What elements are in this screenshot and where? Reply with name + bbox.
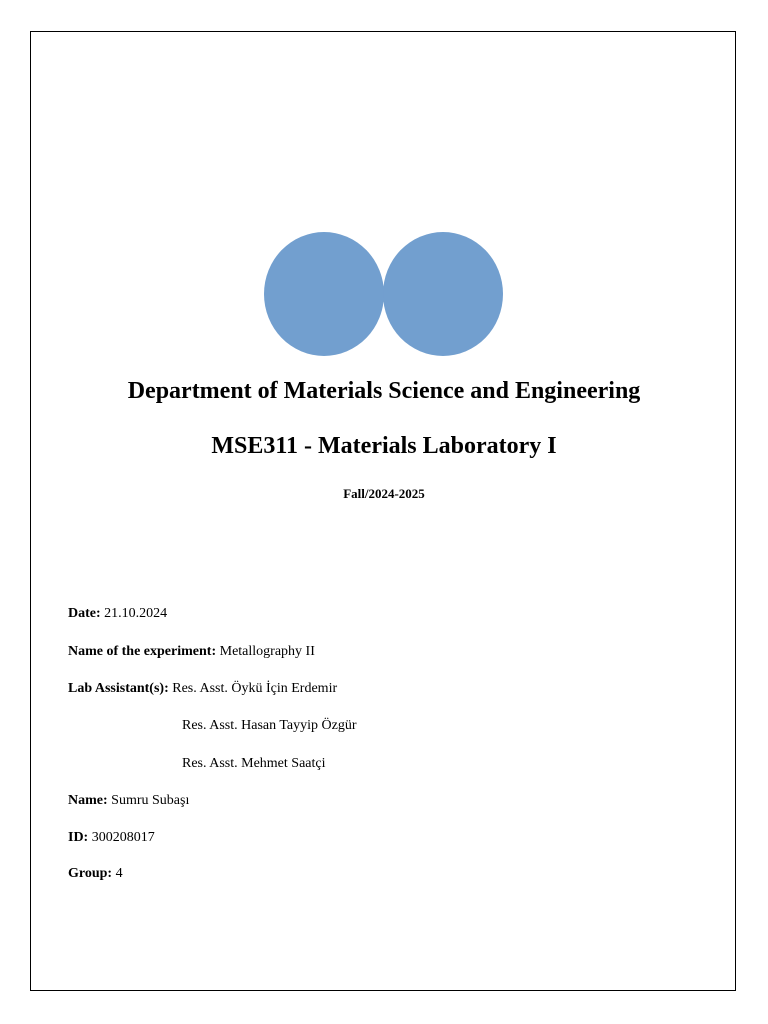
course-title: MSE311 - Materials Laboratory I xyxy=(211,433,557,459)
id-line xyxy=(68,829,155,847)
name-line xyxy=(68,792,189,810)
assistant-line xyxy=(182,717,357,735)
assistant-name: Res. Asst. Hasan Tayyip Özgür xyxy=(182,718,357,733)
experiment-label: Name of the experiment: xyxy=(68,644,217,659)
id-label: ID: xyxy=(68,830,89,845)
logo-circle-left xyxy=(264,232,384,356)
date-line xyxy=(68,605,167,623)
group-label: Group: xyxy=(68,866,113,881)
assistant-name: Res. Asst. Mehmet Saatçi xyxy=(182,756,326,771)
assistant-name: Res. Asst. Öykü İçin Erdemir xyxy=(172,681,338,696)
group-line xyxy=(68,865,123,883)
name-label: Name: xyxy=(68,793,108,808)
group-value: 4 xyxy=(115,866,123,881)
assistant-line xyxy=(182,755,326,773)
two-circles-logo-icon xyxy=(264,232,504,356)
id-value: 300208017 xyxy=(91,830,155,845)
date-label: Date: xyxy=(68,606,101,621)
experiment-value: Metallography II xyxy=(219,644,315,659)
assistants-line xyxy=(68,680,337,698)
assistants-label: Lab Assistant(s): xyxy=(68,681,169,696)
page-border xyxy=(30,31,736,991)
name-value: Sumru Subaşı xyxy=(111,793,190,808)
experiment-line xyxy=(68,643,315,661)
logo-circle-right xyxy=(383,232,503,356)
semester-label: Fall/2024-2025 xyxy=(343,486,425,501)
date-value: 21.10.2024 xyxy=(104,606,168,621)
department-title: Department of Materials Science and Engineering xyxy=(127,378,641,404)
